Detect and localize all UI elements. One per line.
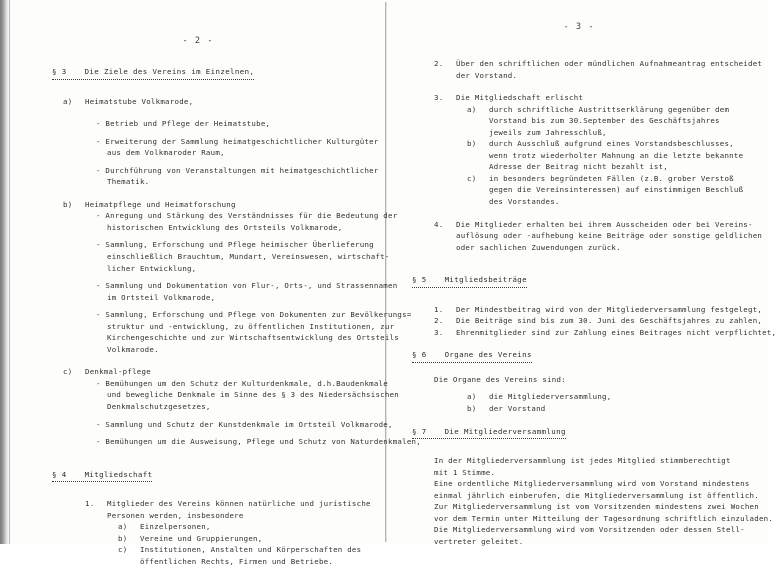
list-item-cont: Thematik. (107, 177, 150, 187)
item-marker: 2. (434, 316, 444, 326)
scan-edge-line (9, 0, 10, 544)
list-item-cont: struktur und -entwicklung, zu öffentlichen Institutionen, zur (107, 321, 395, 331)
sub-item: b) durch Ausschluß aufgrund eines Vorstandsbeschlusses, (467, 139, 734, 149)
numbered-item: 2. Über den schriftlichen oder mündlichen Aufnahmeantrag entscheidet (434, 59, 763, 68)
item-marker: b) (467, 139, 477, 149)
item-marker: a) (467, 392, 477, 402)
list-item-cont: Denkmalschutzgesetzes, (107, 402, 211, 412)
sub-item: a) Einzelpersonen, (118, 522, 211, 532)
list-item: - Sammlung und Dokumentation von Flur-, Orts-, und Strassennamen (96, 281, 398, 291)
section-title: Mitgliedschaft (84, 469, 153, 479)
sub-item-cont: des Vorstandes. (489, 197, 560, 207)
item-marker: c) (63, 367, 73, 377)
left-page (14, 0, 421, 566)
list-item-cont: und bewegliche Denkmale im Sinne des § 3 des Niedersächsischen (107, 390, 399, 400)
right-page-body (390, 58, 776, 548)
item-marker: b) (467, 404, 477, 414)
list-item-cont: einschließlich Brauchtum, Mundart, Vereinswesen, wirtschaft- (107, 252, 390, 262)
sub-item-cont: gegen die Vereinsinteressen) auf einstimmigen Beschluß (489, 185, 744, 195)
paragraph-line: Zur Mitgliederversammlung ist vom Vorsitzenden mindestens zwei Wochen (434, 502, 759, 512)
list-item-cont: licher Entwicklung, (107, 263, 197, 273)
list-item: - Betrieb und Pflege der Heimatstube, (96, 119, 271, 129)
scan-edge-shadow (0, 0, 9, 544)
list-item: - Sammlung, Erforschung und Pflege heimischer Überlieferung (96, 240, 374, 250)
section-symbol: § 6 (412, 350, 427, 360)
sub-item: b) der Vorstand (467, 404, 546, 414)
section-title: Die Ziele des Vereins im Einzelnen, (84, 67, 255, 76)
sub-item: a) durch schriftliche Austrittserklärung gegenüber dem (467, 104, 730, 114)
item-marker: 1. (434, 304, 444, 314)
numbered-item: 3. Ehrenmitglieder sind zur Zahlung eines Beitrages nicht verpflichtet, (434, 327, 776, 337)
paragraph-line: einmal jährlich einberufen, die Mitgliederversammlung ist öffentlich. (434, 490, 759, 500)
list-item: - Sammlung, Erforschung und Pflege von Dokumenten zur Bevölkerungs= (96, 310, 412, 320)
list-item (52, 366, 382, 378)
left-page-body (14, 66, 421, 568)
numbered-item: 4. Die Mitglieder erhalten bei ihrem Ausscheiden oder bei Vereins- (434, 219, 753, 229)
sub-item-cont: öffentlichen Rechts, Firmen und Betriebe. (140, 556, 334, 566)
section-heading-4 (52, 469, 382, 483)
paragraph-line: Eine ordentliche Mitgliederversammlung wird vom Vorstand mindestens (434, 479, 750, 489)
list-item-cont: Volkmarode. (107, 344, 159, 354)
paragraph-line: Die Mitgliederversammlung wird vom Vorsitzenden oder dessen Stell- (434, 525, 745, 535)
item-marker: b) (118, 533, 128, 543)
sub-item: a) die Mitgliederversammlung, (467, 392, 612, 402)
section-symbol: § 3 (52, 67, 67, 76)
numbered-item: 1. Der Mindestbeitrag wird von der Mitgliederversammlung festgelegt, (434, 304, 763, 314)
numbered-item-cont: oder sachlichen Zuwendungen zurück. (456, 242, 621, 252)
section-symbol: § 5 (412, 275, 427, 285)
paragraph-line: vertreter geleitet. (434, 536, 524, 546)
left-page-folio: - 2 - (182, 36, 214, 46)
section-title: Die Mitgliederversammlung (444, 426, 566, 436)
section-heading-6 (412, 349, 768, 363)
sub-item-cont: jeweils zum Jahresschluß, (489, 127, 607, 137)
sub-item-cont: wenn trotz wiederholter Mahnung an die letzte bekannte (489, 150, 744, 160)
list-item-cont: aus dem Volkmaroder Raum, (107, 148, 225, 158)
list-item: - Bemühungen um die Ausweisung, Pflege und Schutz von Naturdenkmalen, (96, 437, 421, 447)
sub-item-cont: Adresse der Beitrag nicht bezahlt ist, (489, 162, 668, 172)
list-item: - Erweiterung der Sammlung heimatgeschichtlicher Kulturgüter (96, 136, 379, 146)
item-marker: b) (63, 199, 73, 209)
item-marker: 3. (434, 93, 444, 103)
sub-item: c) Institutionen, Anstalten und Körperschaften des (118, 545, 362, 555)
list-item-cont: historischen Entwicklung des Ortsteils Volkmarode, (107, 222, 343, 232)
numbered-item: 1. Mitglieder des Vereins können natürliche und juristische (85, 499, 371, 509)
right-page (390, 0, 776, 546)
item-marker: 4. (434, 219, 444, 229)
list-item: - Durchführung von Veranstaltungen mit heimatgeschichtlicher (96, 165, 379, 175)
item-marker: c) (118, 545, 128, 555)
right-page-folio: - 3 - (563, 22, 595, 32)
item-marker: a) (118, 522, 128, 532)
list-item-cont: Kirchengeschichte und zur Wirtschaftsentwicklung des Ortsteils (107, 333, 399, 343)
section-heading-3 (52, 66, 382, 80)
list-item: - Bemühungen um den Schutz der Kulturdenkmale, d.h.Baudenkmale (96, 378, 388, 388)
numbered-item: 3. Die Mitgliedschaft erlischt (434, 93, 584, 103)
section-lead: Die Organe des Vereins sind: (434, 374, 566, 384)
sub-item: c) in besonders begründeten Fällen (z.B. grober Verstoß (467, 173, 734, 183)
section-heading-5 (412, 274, 768, 288)
numbered-item: 2. Die Beiträge sind bis zum 30. Juni des Geschäftsjahres zu zahlen, (434, 316, 763, 326)
page-gutter-rule-soft (386, 2, 387, 542)
item-marker: a) (63, 96, 73, 106)
item-marker: c) (467, 173, 477, 183)
item-marker: 1. (85, 499, 95, 509)
item-marker: 3. (434, 327, 444, 337)
section-symbol: § 4 (52, 469, 67, 479)
item-title: Heimatstube Volkmarode, (85, 96, 194, 106)
list-item-cont: im Ortsteil Volkmarode, (107, 292, 216, 302)
sub-item: b) Vereine und Gruppierungen, (118, 533, 263, 543)
item-title: Heimatpflege und Heimatforschung (85, 199, 236, 209)
item-marker: 2. (434, 59, 444, 68)
item-title: Denkmal-pflege (85, 367, 151, 377)
paragraph-line: vor dem Termin unter Mitteilung der Tagesordnung schriftlich einzuladen. (434, 513, 774, 523)
list-item: - Sammlung und Schutz der Kunstdenkmale im Ortsteil Volkmarode, (96, 419, 393, 429)
sub-item-cont: Vorstand bis zum 30.September des Geschäftsjahres (489, 116, 720, 126)
item-marker: a) (467, 104, 477, 114)
paragraph-line: mit 1 Stimme. (434, 467, 496, 477)
section-heading-7 (412, 426, 768, 440)
section-symbol: § 7 (412, 426, 427, 436)
numbered-item-cont: der Vorstand. (456, 70, 518, 80)
list-item (52, 96, 382, 108)
list-item: - Anregung und Stärkung des Verständnisses für die Bedeutung der (96, 211, 398, 221)
numbered-item-cont: Personen werden, insbesondere (107, 510, 244, 520)
section-title: Organe des Vereins (444, 350, 532, 360)
section-title: Mitgliedsbeiträge (444, 275, 528, 285)
paragraph-line: In der Mitgliederversammlung ist jedes Mitglied stimmberechtigt (434, 456, 731, 466)
list-item (52, 199, 382, 211)
numbered-item-cont: auflösung oder -aufhebung keine Beiträge oder sonstige geldlichen (456, 231, 763, 241)
